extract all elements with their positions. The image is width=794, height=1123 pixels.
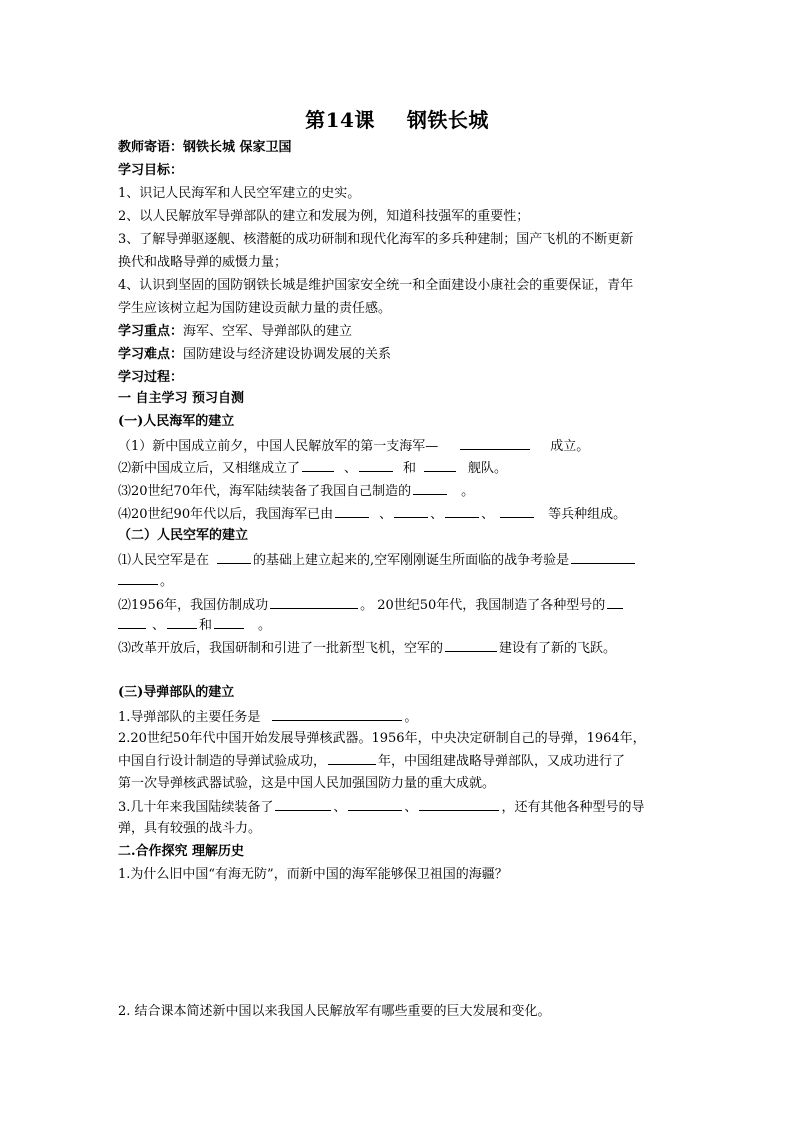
question-line	[118, 798, 644, 816]
key-points	[118, 323, 352, 340]
answer-blank[interactable]	[328, 752, 376, 765]
answer-blank[interactable]	[460, 437, 530, 450]
question-line: 弹，具有较强的战斗力。	[118, 821, 262, 836]
question-text: ⑶20世纪70年代，海军陆续装备了我国自己制造的	[118, 484, 412, 499]
question-text: 、	[404, 800, 418, 815]
difficulty-label: 学习难点：	[118, 347, 184, 362]
section-navy-heading: (一)人民海军的建立	[118, 414, 235, 429]
question-text: 。	[160, 574, 174, 589]
difficulty	[118, 346, 391, 363]
question-text: 。	[258, 618, 272, 633]
section-missile-heading: (三)导弹部队的建立	[118, 685, 235, 700]
answer-blank[interactable]	[348, 798, 402, 811]
discussion-question: 1.为什么旧中国“有海无防”，而新中国的海军能够保卫祖国的海疆？	[118, 867, 508, 882]
question-text: 、	[152, 618, 166, 633]
teacher-motto: 教师寄语：钢铁长城 保家卫国	[118, 140, 292, 155]
answer-blank[interactable]	[167, 616, 197, 629]
answer-blank[interactable]	[394, 505, 428, 518]
question-text: 、	[344, 461, 358, 476]
answer-blank[interactable]	[214, 616, 244, 629]
lesson-name: 钢铁长城	[406, 108, 489, 132]
answer-blank[interactable]	[118, 616, 146, 629]
question-text: 、	[481, 507, 495, 522]
question-text: ⑵新中国成立后，又相继成立了	[118, 461, 301, 476]
question-line	[118, 708, 417, 726]
key-points-text: 海军、空军、导弹部队的建立	[183, 324, 353, 339]
answer-blank[interactable]	[270, 596, 358, 609]
part1-heading: 一 自主学习 预习自测	[118, 391, 245, 406]
answer-blank[interactable]	[445, 639, 497, 652]
question-text: 舰队。	[468, 461, 508, 476]
lesson-number: 第14课	[305, 108, 375, 132]
answer-blank[interactable]	[118, 572, 158, 585]
question-line	[118, 572, 173, 590]
question-text: ⑷20世纪90年代以后，我国海军已由	[118, 507, 334, 522]
answer-blank[interactable]	[424, 459, 456, 472]
objective-line: 换代和战略导弹的威慑力量；	[118, 255, 288, 270]
answer-blank[interactable]	[335, 505, 369, 518]
difficulty-text: 国防建设与经济建设协调发展的关系	[183, 347, 392, 362]
question-line	[118, 551, 637, 569]
question-line	[118, 437, 589, 455]
part2-heading: 二.合作探究 理解历史	[118, 844, 245, 859]
answer-blank[interactable]	[272, 708, 402, 721]
question-text: 、	[333, 800, 347, 815]
question-text: 年，中国组建战略导弹部队，又成功进行了	[378, 754, 626, 769]
question-line: 第一次导弹核武器试验，这是中国人民加强国防力量的重大成就。	[118, 776, 496, 791]
answer-blank[interactable]	[275, 798, 331, 811]
answer-blank[interactable]	[413, 482, 447, 495]
discussion-question: 2. 结合课本简述新中国以来我国人民解放军有哪些重要的巨大发展和变化。	[118, 1004, 551, 1019]
question-text: 。 20世纪50年代，我国制造了各种型号的	[360, 598, 606, 613]
answer-blank[interactable]	[500, 505, 534, 518]
process-label: 学习过程：	[118, 370, 184, 385]
question-text: 中国自行设计制造的导弹试验成功，	[118, 754, 327, 769]
question-text: ⑴人民空军是在	[118, 553, 210, 568]
objective-line: 3、了解导弹驱逐舰、核潜艇的成功研制和现代化海军的多兵种建制；国产飞机的不断更新	[118, 232, 634, 247]
question-text: 、	[379, 507, 393, 522]
answer-blank[interactable]	[445, 505, 479, 518]
answer-blank[interactable]	[302, 459, 334, 472]
question-line	[118, 596, 625, 614]
objective-line: 4、认识到坚固的国防钢铁长城是维护国家安全统一和全面建设小康社会的重要保证，青年	[118, 278, 634, 293]
lesson-title	[0, 104, 794, 133]
question-text: 。	[461, 484, 475, 499]
question-text: 的基础上建立起来的,空军刚刚诞生所面临的战争考验是	[253, 553, 570, 568]
question-text: ⑶改革开放后，我国研制和引进了一批新型飞机，空军的	[118, 641, 444, 656]
question-line	[118, 505, 626, 523]
answer-blank[interactable]	[217, 551, 251, 564]
question-text: 成立。	[550, 439, 590, 454]
question-line	[118, 752, 625, 770]
question-text: 1.导弹部队的主要任务是	[118, 710, 261, 725]
question-text: （1）新中国成立前夕，中国人民解放军的第一支海军—	[118, 439, 439, 454]
question-line	[118, 459, 507, 477]
question-text: 。	[404, 710, 418, 725]
question-text: ⑵1956年，我国仿制成功	[118, 598, 269, 613]
answer-blank[interactable]	[607, 596, 623, 609]
question-text: ，还有其他各种型号的导	[501, 800, 645, 815]
question-text: 建设有了新的飞跃。	[499, 641, 617, 656]
objective-line: 学生应该树立起为国防建设贡献力量的责任感。	[118, 301, 392, 316]
objectives-label: 学习目标：	[118, 163, 184, 178]
question-text: 3.几十年来我国陆续装备了	[118, 800, 274, 815]
question-text: 和	[199, 618, 213, 633]
question-text: 和	[403, 461, 417, 476]
question-line	[118, 616, 271, 634]
question-text: 、	[430, 507, 444, 522]
objective-line: 2、以人民解放军导弹部队的建立和发展为例，知道科技强军的重要性；	[118, 209, 530, 224]
question-line	[118, 639, 616, 657]
answer-blank[interactable]	[571, 551, 635, 564]
objective-line: 1、识记人民海军和人民空军建立的史实。	[118, 186, 361, 201]
key-points-label: 学习重点：	[118, 324, 184, 339]
question-line: 2.20世纪50年代中国开始发展导弹核武器。1956年，中央决定研制自己的导弹，1964年，	[118, 731, 646, 746]
answer-blank[interactable]	[359, 459, 393, 472]
question-line	[118, 482, 474, 500]
question-text: 等兵种组成。	[548, 507, 627, 522]
section-airforce-heading: （二）人民空军的建立	[118, 528, 249, 543]
answer-blank[interactable]	[419, 798, 499, 811]
